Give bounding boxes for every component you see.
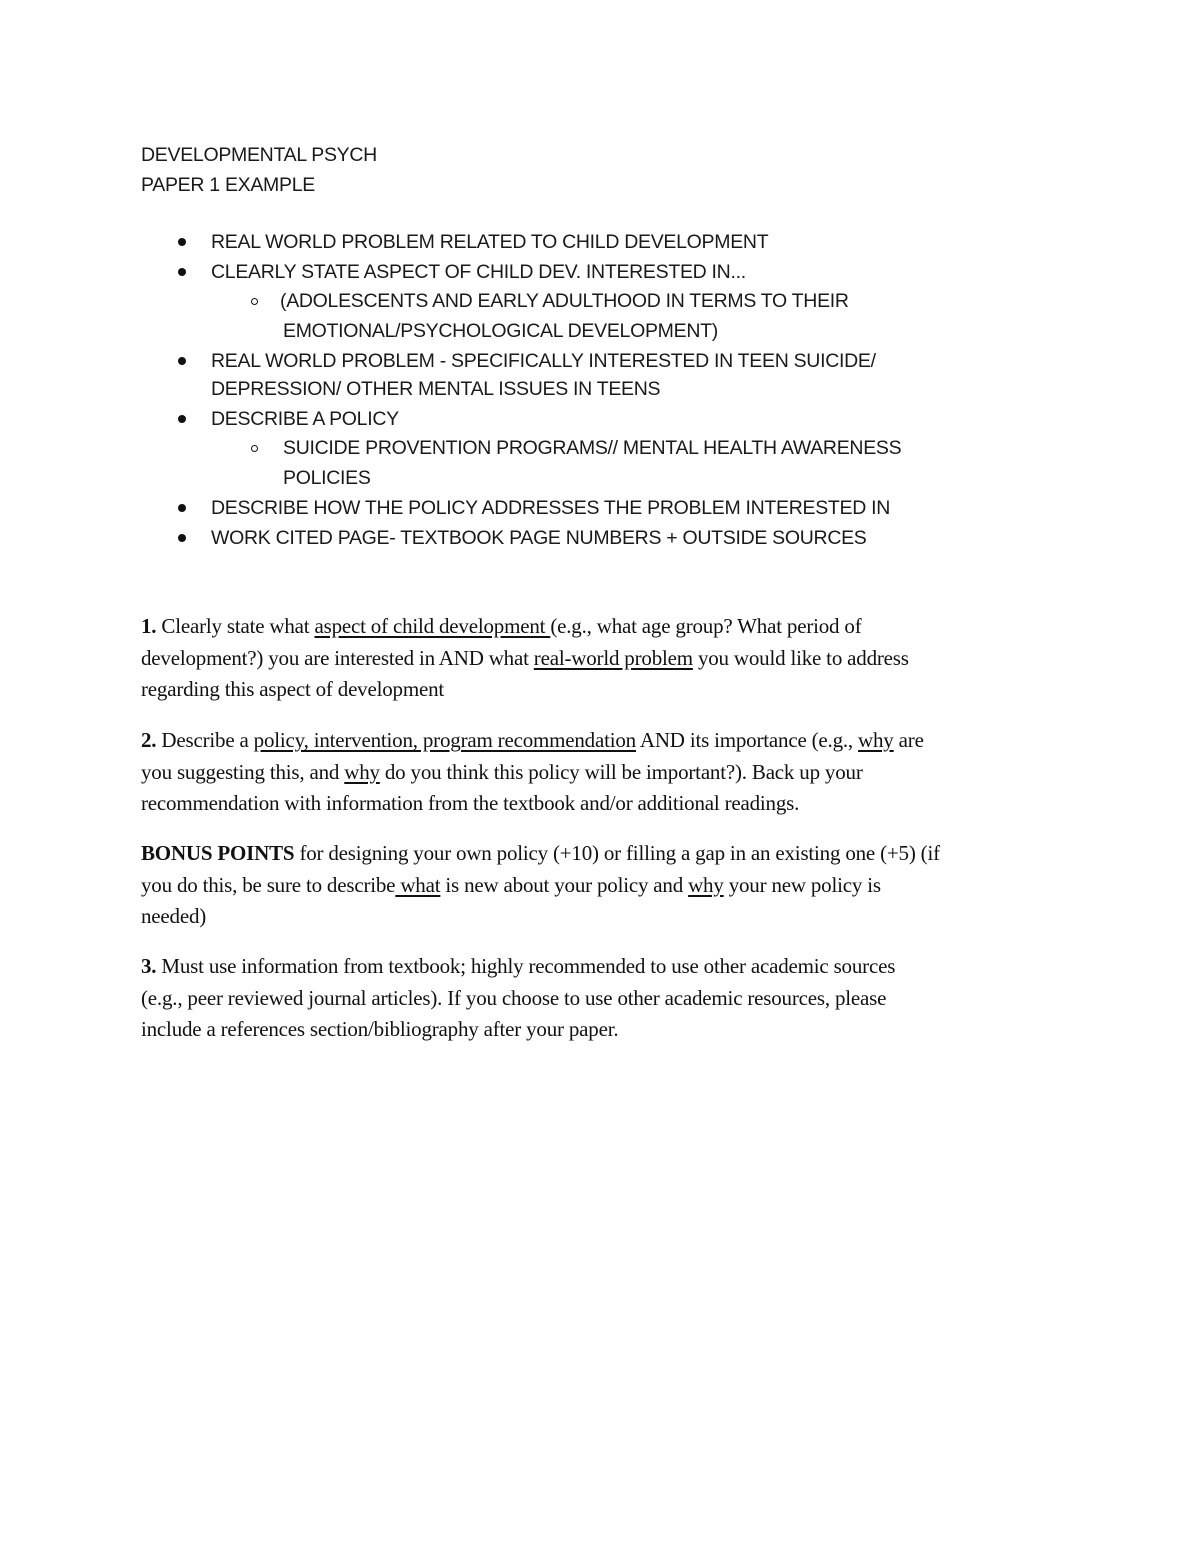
outline-item: REAL WORLD PROBLEM - SPECIFICALLY INTERESTED IN TEEN SUICIDE/ <box>211 350 876 372</box>
outline-item: CLEARLY STATE ASPECT OF CHILD DEV. INTERESTED IN... <box>211 261 746 283</box>
bullet-disc-icon <box>178 534 186 542</box>
bullet-circle-icon <box>251 298 258 305</box>
text: AND its importance (e.g., <box>635 728 859 752</box>
bonus-label: BONUS POINTS <box>141 841 295 865</box>
instruction-2 <box>141 725 1041 820</box>
text: include a references section/bibliography after your paper. <box>141 1017 619 1041</box>
text: recommendation with information from the textbook and/or additional readings. <box>141 791 800 815</box>
outline-item: WORK CITED PAGE- TEXTBOOK PAGE NUMBERS + OUTSIDE SOURCES <box>211 527 867 549</box>
emphasis-underline: why <box>858 728 894 752</box>
text: are <box>893 728 924 752</box>
instruction-number: 1. <box>141 614 157 638</box>
outline-item: REAL WORLD PROBLEM RELATED TO CHILD DEVELOPMENT <box>211 231 769 253</box>
instruction-3 <box>141 951 1041 1046</box>
outline-subitem-cont: EMOTIONAL/PSYCHOLOGICAL DEVELOPMENT) <box>283 320 718 342</box>
instruction-number: 3. <box>141 954 157 978</box>
instruction-number: 2. <box>141 728 157 752</box>
text: development?) you are interested in AND what <box>141 645 534 670</box>
emphasis-underline: why <box>688 872 724 897</box>
text: for designing your own policy (+10) or filling a gap in an existing one (+5) (if <box>294 841 940 865</box>
text: (e.g., what age group? What period of <box>550 614 862 638</box>
emphasis-underline: why <box>344 759 380 784</box>
emphasis-underline: aspect of child development <box>314 614 551 638</box>
text: you do this, be sure to describe <box>141 872 396 897</box>
bonus-points <box>141 838 1041 933</box>
bullet-disc-icon <box>178 268 186 276</box>
instruction-1 <box>141 611 1041 706</box>
outline-subitem: SUICIDE PROVENTION PROGRAMS// MENTAL HEALTH AWARENESS <box>283 437 902 459</box>
bullet-disc-icon <box>178 238 186 246</box>
text: Clearly state what <box>156 614 315 638</box>
outline-item-cont: DEPRESSION/ OTHER MENTAL ISSUES IN TEENS <box>211 378 661 400</box>
outline-item: DESCRIBE HOW THE POLICY ADDRESSES THE PROBLEM INTERESTED IN <box>211 497 891 519</box>
bullet-disc-icon <box>178 357 186 365</box>
text: you suggesting this, and <box>141 759 345 784</box>
outline-subitem: (ADOLESCENTS AND EARLY ADULTHOOD IN TERMS TO THEIR <box>280 290 849 312</box>
emphasis-underline: real-world problem <box>533 645 693 670</box>
outline-item: DESCRIBE A POLICY <box>211 408 399 430</box>
emphasis-underline: what <box>395 872 441 897</box>
document-subtitle: PAPER 1 EXAMPLE <box>141 174 315 196</box>
text: (e.g., peer reviewed journal articles). If you choose to use other academic resources, please <box>141 985 887 1010</box>
text: is new about your policy and <box>440 872 689 897</box>
outline-subitem-cont: POLICIES <box>283 467 371 489</box>
text: your new policy is <box>723 872 881 897</box>
emphasis-underline: policy, intervention, program recommendation <box>253 728 636 752</box>
bullet-circle-icon <box>251 445 258 452</box>
text: Must use information from textbook; highly recommended to use other academic sources <box>156 954 896 978</box>
text: you would like to address <box>692 645 909 670</box>
text: regarding this aspect of development <box>141 677 445 701</box>
document-title: DEVELOPMENTAL PSYCH <box>141 144 377 166</box>
bullet-disc-icon <box>178 504 186 512</box>
text: do you think this policy will be important?). Back up your <box>379 759 863 784</box>
text: Describe a <box>156 728 254 752</box>
text: needed) <box>141 904 207 928</box>
bullet-disc-icon <box>178 415 186 423</box>
